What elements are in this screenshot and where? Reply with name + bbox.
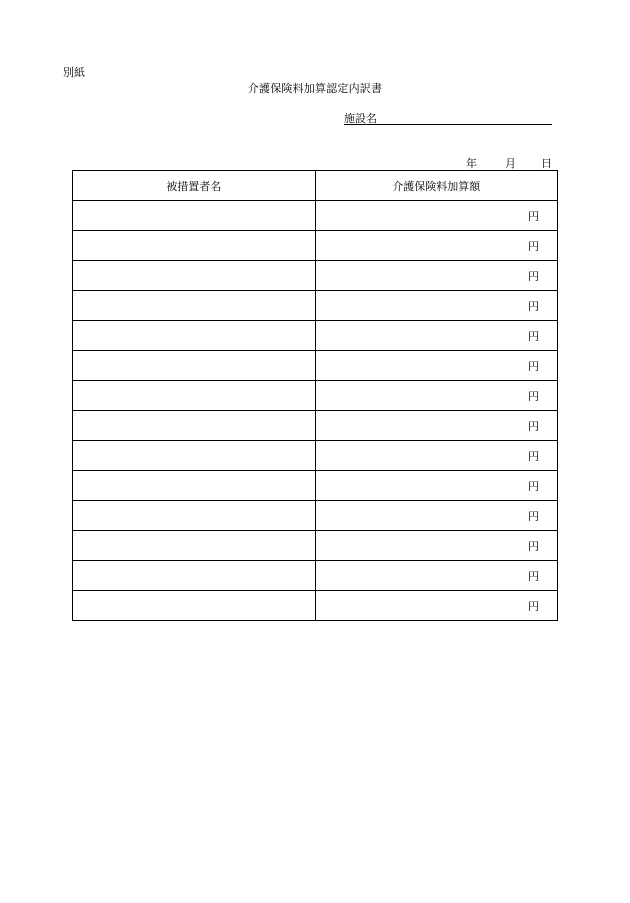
premium-amount-cell[interactable]: 円 [315, 201, 558, 231]
person-name-cell[interactable] [73, 531, 316, 561]
date-day-label: 日 [541, 157, 552, 170]
premium-amount-cell[interactable]: 円 [315, 501, 558, 531]
facility-name-label: 施設名 [344, 112, 377, 125]
premium-amount-cell[interactable]: 円 [315, 231, 558, 261]
table-row [73, 261, 558, 291]
breakdown-table [72, 170, 558, 621]
table-row [73, 561, 558, 591]
person-name-cell[interactable] [73, 201, 316, 231]
header-premium-amount: 介護保険料加算額 [315, 171, 558, 201]
date-year-label: 年 [466, 157, 477, 170]
facility-name-field[interactable] [344, 110, 552, 125]
premium-amount-cell[interactable]: 円 [315, 411, 558, 441]
table-header-row [73, 171, 558, 201]
premium-amount-cell[interactable]: 円 [315, 291, 558, 321]
premium-amount-cell[interactable]: 円 [315, 561, 558, 591]
person-name-cell[interactable] [73, 321, 316, 351]
person-name-cell[interactable] [73, 441, 316, 471]
table-row [73, 531, 558, 561]
person-name-cell[interactable] [73, 501, 316, 531]
person-name-cell[interactable] [73, 381, 316, 411]
person-name-cell[interactable] [73, 561, 316, 591]
header-person-name: 被措置者名 [73, 171, 316, 201]
premium-amount-cell[interactable]: 円 [315, 351, 558, 381]
table-row [73, 201, 558, 231]
person-name-cell[interactable] [73, 261, 316, 291]
table-row [73, 411, 558, 441]
table-row [73, 441, 558, 471]
person-name-cell[interactable] [73, 351, 316, 381]
date-month-label: 月 [505, 157, 516, 170]
document-title: 介護保険料加算認定内訳書 [247, 82, 383, 95]
annex-label: 別紙 [63, 66, 85, 79]
table-row [73, 231, 558, 261]
person-name-cell[interactable] [73, 411, 316, 441]
person-name-cell[interactable] [73, 231, 316, 261]
table-row [73, 591, 558, 621]
premium-amount-cell[interactable]: 円 [315, 471, 558, 501]
premium-amount-cell[interactable]: 円 [315, 381, 558, 411]
person-name-cell[interactable] [73, 291, 316, 321]
table-row [73, 351, 558, 381]
person-name-cell[interactable] [73, 591, 316, 621]
person-name-cell[interactable] [73, 471, 316, 501]
table-row [73, 321, 558, 351]
premium-amount-cell[interactable]: 円 [315, 591, 558, 621]
premium-amount-cell[interactable]: 円 [315, 441, 558, 471]
premium-amount-cell[interactable]: 円 [315, 261, 558, 291]
table-row [73, 291, 558, 321]
table-row [73, 381, 558, 411]
table-row [73, 471, 558, 501]
premium-amount-cell[interactable]: 円 [315, 321, 558, 351]
premium-amount-cell[interactable]: 円 [315, 531, 558, 561]
table-row [73, 501, 558, 531]
